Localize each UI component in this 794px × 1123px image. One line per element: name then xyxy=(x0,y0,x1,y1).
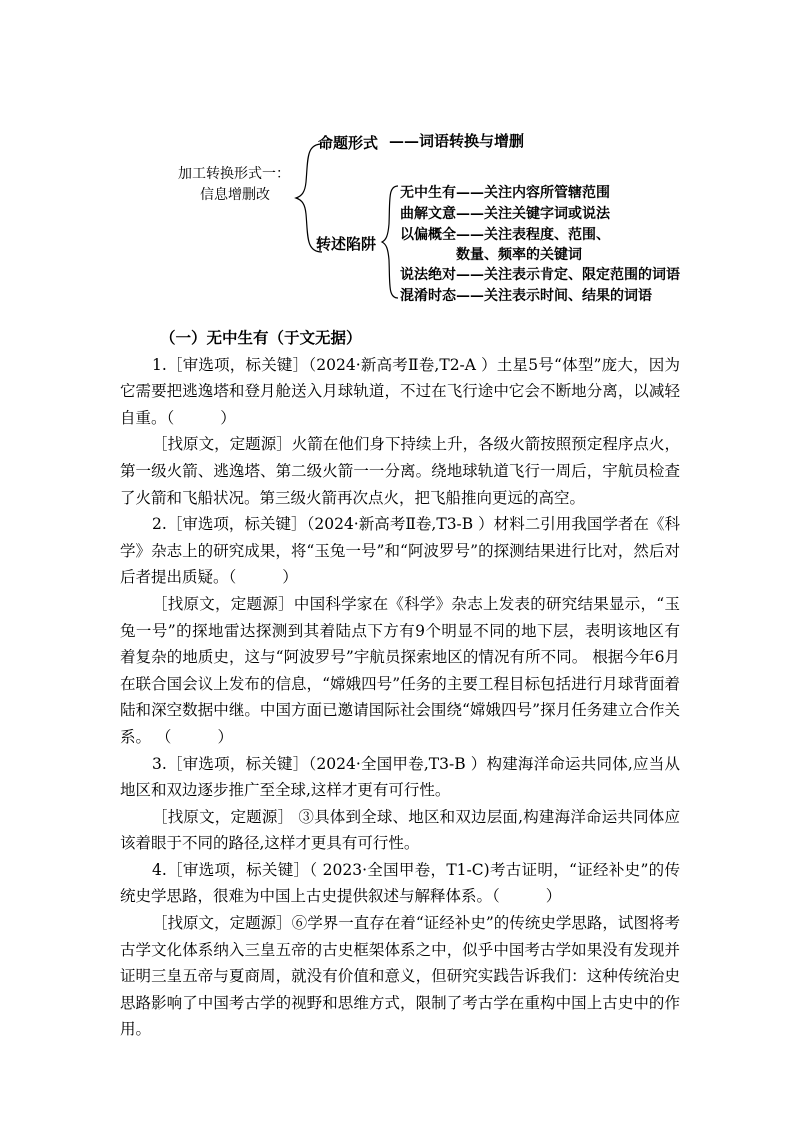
trap-item: 无中生有——关注内容所管辖范围 xyxy=(400,185,610,201)
question-text: 2.［审选项，标关键］（2024·新高考Ⅱ卷,T3-B ）材料二引用我国学者在《科学》杂志上的研究成果，将“玉兔一号”和“阿波罗号”的探测结果进行比对，然后对后者提出质疑。（ xyxy=(120,515,680,587)
close-paren: ） xyxy=(282,568,298,587)
trap-item: 曲解文意——关注关键字词或说法 xyxy=(400,206,610,222)
branch-trap-label: 转述陷阱 xyxy=(316,235,377,253)
branch-proposition-label: 命题形式 xyxy=(318,134,379,152)
root-label-line1: 加工转换形式一： xyxy=(178,166,290,182)
trap-item: 说法绝对——关注表示肯定、限定范围的词语 xyxy=(400,267,680,283)
root-label-line2: 信息增删改 xyxy=(200,187,270,203)
question-text: 1.［审选项，标关键］（2024·新高考Ⅱ卷,T2-A ）土星5号“体型”庞大，因为它需要把逃逸塔和登月舱送入月球轨道，不过在飞行途中它会不断地分离，以减轻自重。（ xyxy=(120,355,680,427)
trap-item: 以偏概全——关注表程度、范围、 xyxy=(400,227,610,243)
branch-proposition-desc: ——词语转换与增删 xyxy=(389,132,525,150)
question-3: 3.［审选项，标关键］（2024·全国甲卷,T3-B ）构建海洋命运共同体,应当从地区和双边逐步推广至全球,这样才更有可行性。 xyxy=(120,754,680,800)
small-brace xyxy=(382,186,398,298)
source-3: ［找原文，定题源］ ③具体到全球、地区和双边层面,构建海洋命运共同体应该着眼于不同的路径,这样才更具有可行性。 xyxy=(120,807,680,853)
question-1 xyxy=(120,352,680,432)
section-title: （一）无中生有（于文无据） xyxy=(160,328,362,347)
trap-item-continuation: 数量、频率的关键词 xyxy=(456,247,582,263)
source-1: ［找原文，定题源］火箭在他们身下持续上升，各级火箭按照预定程序点火，第一级火箭、逃逸塔、第二级火箭一一分离。绕地球轨道飞行一周后，宇航员检查了火箭和飞船状况。第三级火箭再次点火，把飞船推向更远的高空。 xyxy=(120,435,680,507)
trap-item: 混淆时态——关注表示时间、结果的词语 xyxy=(400,288,652,304)
close-paren: ） xyxy=(545,887,562,906)
question-text: 4.［审选项，标关键］（ 2023·全国甲卷，T1-C)考古证明，“证经补史”的传统史学思路，很难为中国上古史提供叙述与解释体系。（ xyxy=(120,860,680,906)
source-text: ［找原文，定题源］中国科学家在《科学》杂志上发表的研究结果显示，“玉兔一号”的探地雷达探测到其着陆点下方有9个明显不同的地下层，表明该地区有着复杂的地质史，这与“阿波罗号”宇航员探索地区的情况有所不同。 根据今年6月在联合国会议上发布的信息，“嫦娥四号”任务的主要工程目标包括进行月球背面着陆和深空数据中继。中国方面已邀请国际社会围绕“嫦娥四号”探月任务建立合作关系。 （ xyxy=(120,594,680,746)
close-paren: ） xyxy=(220,408,236,427)
question-4 xyxy=(120,857,680,910)
close-paren: ） xyxy=(217,727,233,746)
question-2 xyxy=(120,511,680,591)
source-4: ［找原文，定题源］⑥学界一直存在着“证经补史”的传统史学思路，试图将考古学文化体系纳入三皇五帝的古史框架体系之中，似乎中国考古学如果没有发现并证明三皇五帝与夏商周，就没有价值和意义，但研究实践告诉我们：这种传统治史思路影响了中国考古学的视野和思维方式，限制了考古学在重构中国上古史中的作用。 xyxy=(120,914,680,1039)
mind-map-diagram xyxy=(0,0,794,320)
main-content xyxy=(120,325,680,1043)
source-2 xyxy=(120,591,680,751)
